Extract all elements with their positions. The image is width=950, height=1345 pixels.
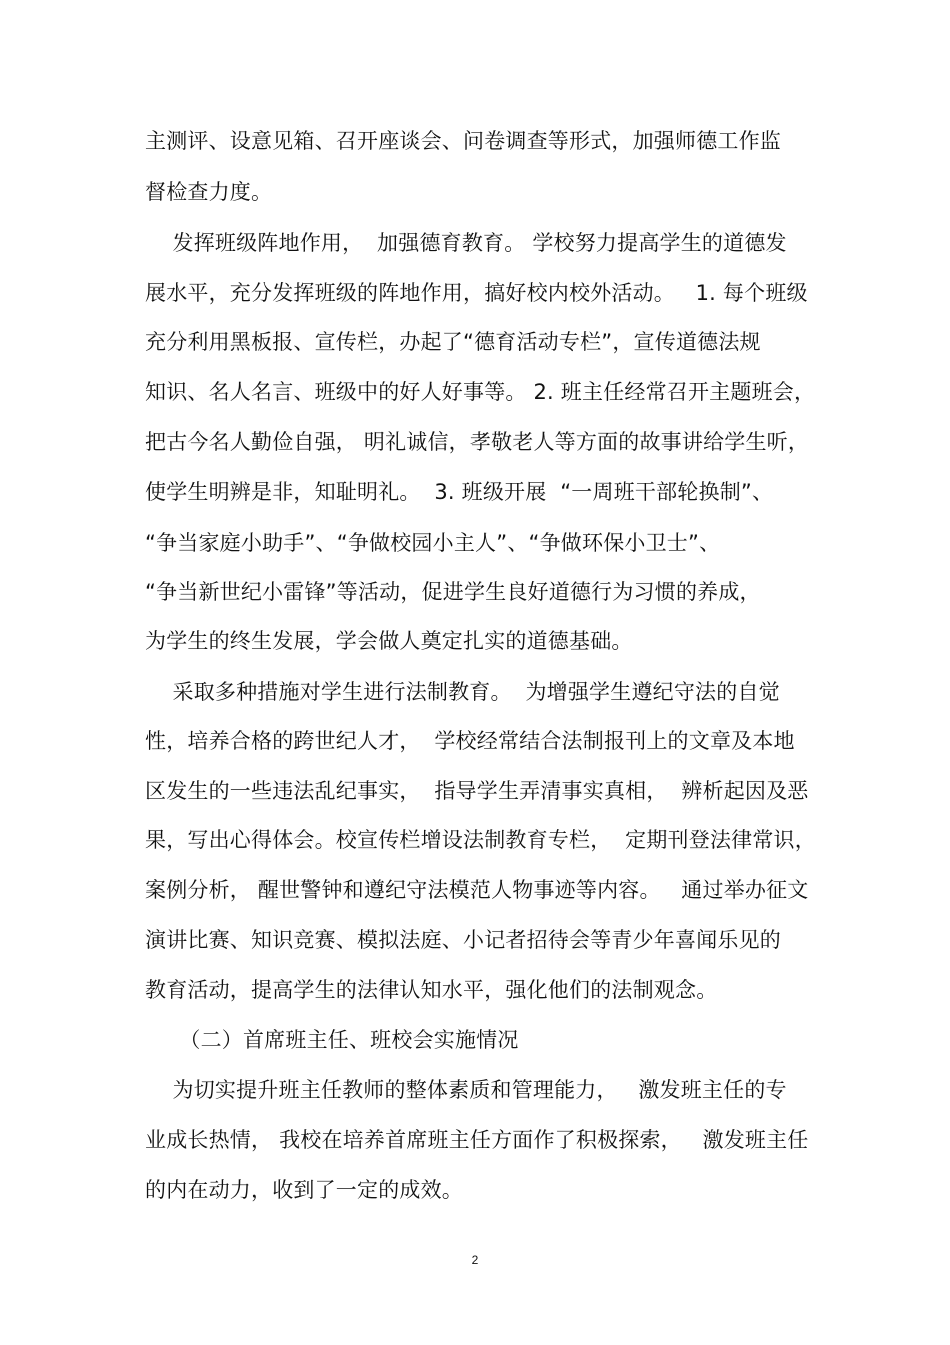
text-line: 区发生的一些违法乱纪事实， 指导学生弄清事实真相， 辨析起因及恶 [145, 779, 809, 803]
text-line: 业成长热情， 我校在培养首席班主任方面作了积极探索， 激发班主任 [145, 1128, 809, 1152]
text-line: 把古今名人勤俭自强， 明礼诚信，孝敬老人等方面的故事讲给学生听， [145, 430, 810, 454]
text-line: “争当新世纪小雷锋”等活动，促进学生良好道德行为习惯的养成， [145, 580, 761, 604]
text-line: 演讲比赛、知识竞赛、模拟法庭、小记者招待会等青少年喜闻乐见的 [145, 928, 781, 952]
text-line: 充分利用黑板报、宣传栏，办起了“德育活动专栏”，宣传道德法规 [145, 330, 761, 354]
text-line: 为学生的终生发展，学会做人奠定扎实的道德基础。 [145, 629, 633, 653]
text-line: 性，培养合格的跨世纪人才， 学校经常结合法制报刊上的文章及本地 [145, 729, 795, 753]
text-line: 使学生明辨是非，知耻明礼。 3. 班级开展 “一周班干部轮换制”、 [145, 480, 774, 504]
text-line: 案例分析， 醒世警钟和遵纪守法模范人物事迹等内容。 通过举办征文 [145, 878, 809, 902]
text-line: 主测评、设意见箱、召开座谈会、问卷调查等形式，加强师德工作监 [145, 129, 781, 153]
text-line: 果，写出心得体会。校宣传栏增设法制教育专栏， 定期刊登法律常识， [145, 828, 816, 852]
text-line: 采取多种措施对学生进行法制教育。 为增强学生遵纪守法的自觉 [145, 680, 780, 704]
text-line: 展水平，充分发挥班级的阵地作用，搞好校内校外活动。 1. 每个班级 [145, 281, 808, 305]
text-line: 为切实提升班主任教师的整体素质和管理能力， 激发班主任的专 [145, 1078, 787, 1102]
text-line: “争当家庭小助手”、“争做校园小主人”、“争做环保小卫士”、 [145, 531, 721, 555]
text-line: 教育活动，提高学生的法律认知水平，强化他们的法制观念。 [145, 978, 718, 1002]
text-line: 的内在动力，收到了一定的成效。 [145, 1178, 463, 1202]
section-heading: （二）首席班主任、班校会实施情况 [145, 1028, 519, 1052]
text-line: 知识、名人名言、班级中的好人好事等。 2. 班主任经常召开主题班会， [145, 380, 816, 404]
page-number: 2 [471, 1253, 479, 1267]
text-line: 发挥班级阵地作用， 加强德育教育。 学校努力提高学生的道德发 [145, 231, 787, 255]
text-line: 督检查力度。 [145, 180, 273, 204]
